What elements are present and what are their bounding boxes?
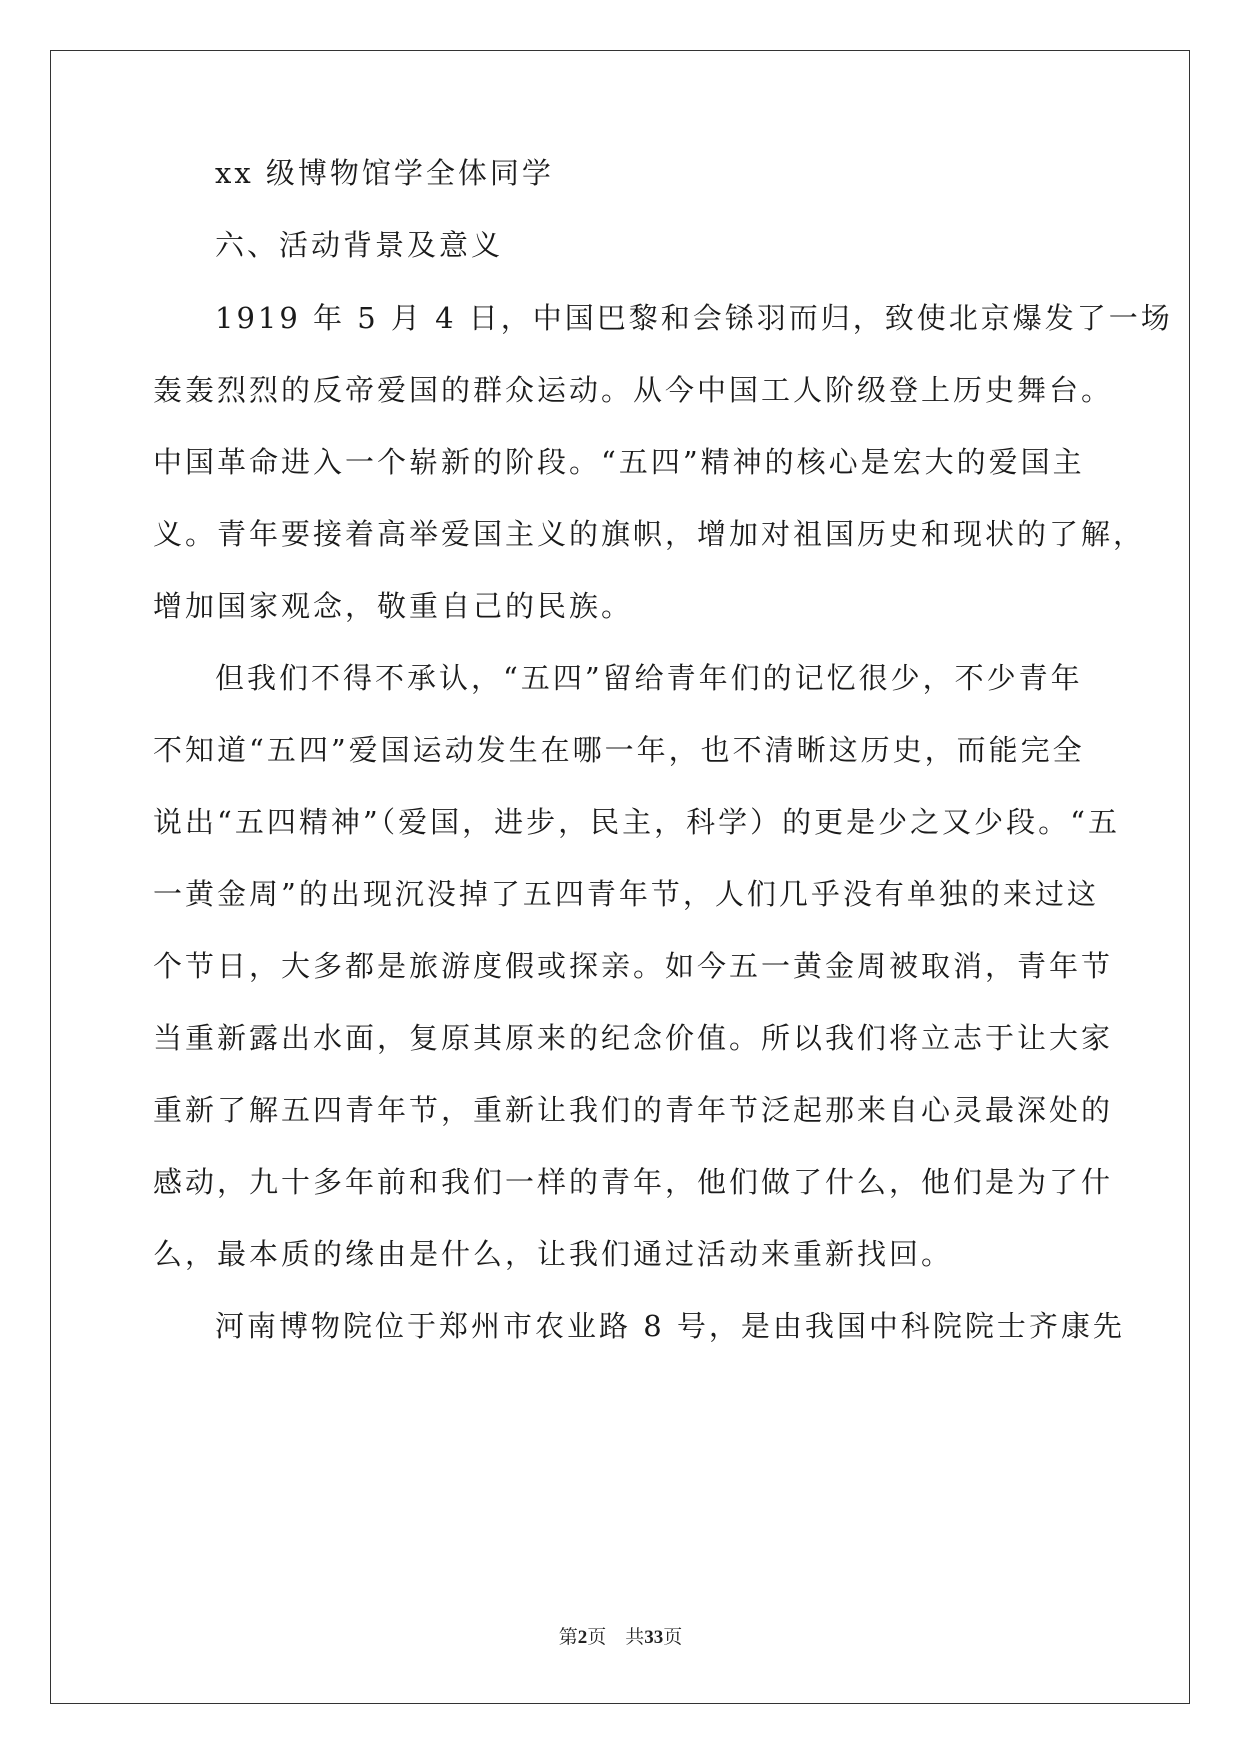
page-footer xyxy=(0,1622,1241,1649)
paragraph-line: 么，最本质的缘由是什么，让我们通过活动来重新找回。 xyxy=(153,1237,954,1271)
footer-mid: 页 共 xyxy=(587,1627,645,1648)
paragraph-line: 当重新露出水面，复原其原来的纪念价值。所以我们将立志于让大家 xyxy=(153,1021,1114,1055)
paragraph-line: 增加国家观念，敬重自己的民族。 xyxy=(153,589,634,623)
paragraph-line: 义。青年要接着高举爱国主义的旗帜，增加对祖国历史和现状的了解， xyxy=(153,517,1146,551)
paragraph-line: 感动，九十多年前和我们一样的青年，他们做了什么，他们是为了什 xyxy=(153,1165,1114,1199)
paragraph-line: 轰轰烈烈的反帝爱国的群众运动。从今中国工人阶级登上历史舞台。 xyxy=(153,373,1114,407)
paragraph-line: 1919 年 5 月 4 日，中国巴黎和会铩羽而归，致使北京爆发了一场 xyxy=(215,301,1173,335)
paragraph-line: 个节日，大多都是旅游度假或探亲。如今五一黄金周被取消，青年节 xyxy=(153,949,1114,983)
recipient-line: xx 级博物馆学全体同学 xyxy=(215,156,554,190)
paragraph-line: 河南博物院位于郑州市农业路 8 号，是由我国中科院院士齐康先 xyxy=(215,1309,1125,1343)
paragraph-line: 说出“五四精神”（爱国，进步，民主，科学）的更是少之又少段。“五 xyxy=(153,805,1120,839)
total-page-number: 33 xyxy=(644,1627,664,1648)
paragraph-line: 重新了解五四青年节，重新让我们的青年节泛起那来自心灵最深处的 xyxy=(153,1093,1114,1127)
footer-suffix: 页 xyxy=(663,1627,683,1648)
paragraph-line: 中国革命进入一个崭新的阶段。“五四”精神的核心是宏大的爱国主 xyxy=(153,445,1085,479)
current-page-number: 2 xyxy=(577,1627,588,1648)
section-heading: 六、活动背景及意义 xyxy=(215,228,504,262)
footer-prefix: 第 xyxy=(558,1627,578,1648)
paragraph-line: 但我们不得不承认，“五四”留给青年们的记忆很少，不少青年 xyxy=(215,661,1083,695)
paragraph-line: 不知道“五四”爱国运动发生在哪一年，也不清晰这历史，而能完全 xyxy=(153,733,1085,767)
paragraph-line: 一黄金周”的出现沉没掉了五四青年节，人们几乎没有单独的来过这 xyxy=(153,877,1099,911)
